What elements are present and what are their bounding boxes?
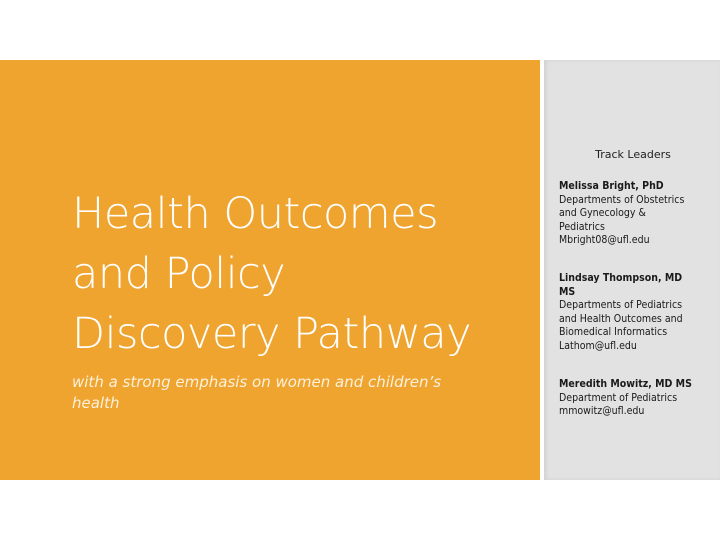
leader-department: Department of Pediatrics (559, 391, 678, 404)
slide-title-line: Health Outcomes (72, 189, 439, 239)
leader-email: mmowitz@ufl.edu (559, 405, 645, 417)
leader-department: and Gynecology & (559, 207, 646, 219)
leader-name: Lindsay Thompson, MD (559, 272, 683, 284)
leader-name: Melissa Bright, PhD (559, 180, 664, 192)
leader-name: Meredith Mowitz, MD MS (559, 378, 692, 390)
leader-email: Mbright08@ufl.edu (559, 234, 650, 246)
track-leader (559, 180, 709, 248)
track-leader (559, 272, 709, 353)
slide-title-line: Discovery Pathway (72, 309, 472, 359)
slide-subtitle (72, 372, 492, 414)
slide-title (72, 184, 522, 364)
slide-subtitle-line: health (72, 394, 120, 412)
leader-department: Departments of Pediatrics (559, 299, 683, 311)
leader-department: Departments of Obstetrics (559, 193, 685, 206)
slide-subtitle-line: with a strong emphasis on women and children’s (72, 373, 442, 391)
leader-department: Pediatrics (559, 220, 605, 233)
track-leaders-heading: Track Leaders (595, 148, 671, 161)
leader-email: Lathom@ufl.edu (559, 339, 637, 352)
leader-department: and Health Outcomes and (559, 312, 683, 325)
track-leader (559, 378, 709, 419)
slide-title-line: and Policy (72, 249, 286, 299)
leader-name-continued: MS (559, 285, 576, 298)
leader-department: Biomedical Informatics (559, 326, 668, 338)
